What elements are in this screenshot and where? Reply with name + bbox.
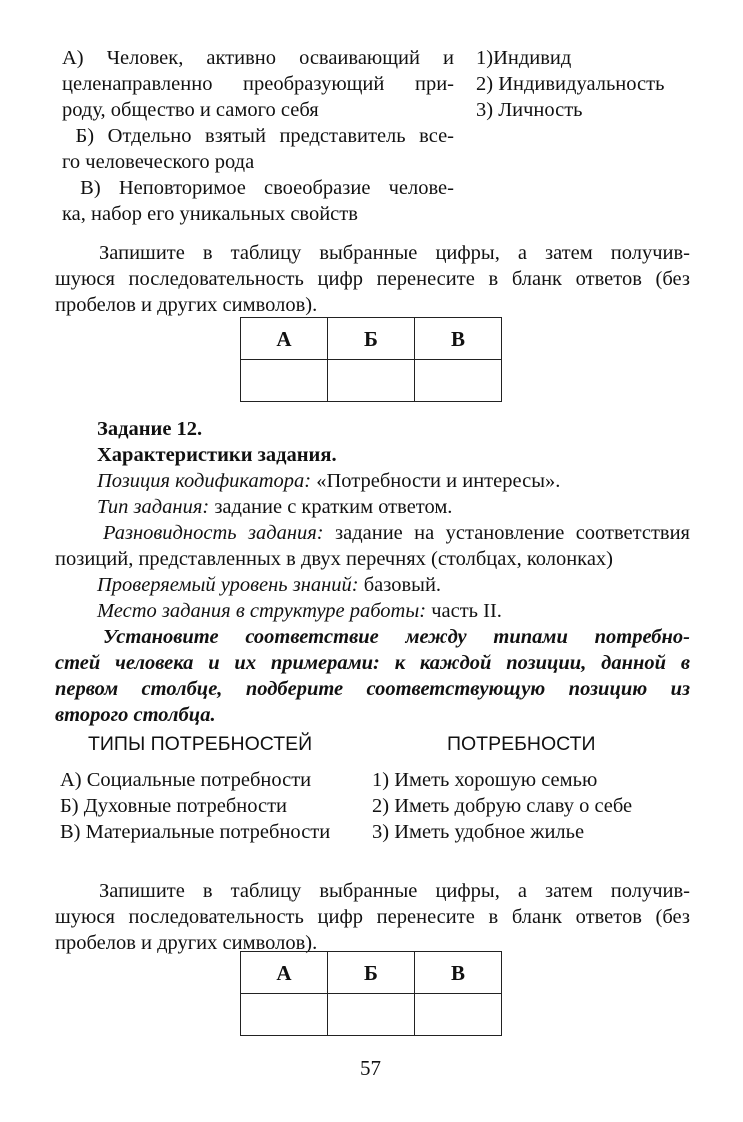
instruction-2: Запишите в таблицу выбранные цифры, а затем получив- шуюся последовательность цифр перенесите в бланк ответов (без пробелов и других символов). bbox=[55, 880, 690, 954]
task12-left-b: Б) Духовные потребности bbox=[60, 795, 288, 817]
match1-left-b: Б) Отдельно взятый представитель все- го человеческого рода bbox=[62, 125, 454, 173]
task12-type: Тип задания: задание с кратким ответом. bbox=[97, 496, 453, 518]
task12-right-1: 1) Иметь хорошую семью bbox=[372, 769, 598, 791]
page-number: 57 bbox=[360, 1056, 381, 1080]
task12-right-column bbox=[372, 767, 632, 845]
task12-codifier: Позиция кодификатора: «Потребности и интересы». bbox=[97, 470, 561, 492]
answer-table-2 bbox=[240, 951, 502, 1036]
instruction-1: Запишите в таблицу выбранные цифры, а затем получив- шуюся последовательность цифр перенесите в бланк ответов (без пробелов и других символов). bbox=[55, 242, 690, 316]
answer-table-2-cell-b[interactable] bbox=[328, 994, 415, 1036]
match1-right bbox=[476, 45, 664, 123]
task12-place: Место задания в структуре работы: часть II. bbox=[97, 600, 502, 622]
answer-table-1-cell-c[interactable] bbox=[415, 360, 502, 402]
col-left-header: ТИПЫ ПОТРЕБНОСТЕЙ bbox=[88, 733, 313, 755]
answer-table-1-header-c: В bbox=[415, 318, 502, 360]
match1-right-2: 2) Индивидуальность bbox=[476, 73, 665, 95]
col-right-header: ПОТРЕБНОСТИ bbox=[447, 733, 596, 755]
answer-table-2-header-a: А bbox=[241, 952, 328, 994]
answer-table-2-header-c: В bbox=[415, 952, 502, 994]
answer-table-1-header-b: Б bbox=[328, 318, 415, 360]
task12-left-a: А) Социальные потребности bbox=[60, 769, 312, 791]
answer-table-2-cell-c[interactable] bbox=[415, 994, 502, 1036]
task12-instruction: Установите соответствие между типами потребно- стей человека и их примерами: к каждой позиции, данной в первом столбце, подберите соответствующую позицию из второго столбца. bbox=[55, 626, 690, 726]
task12-right-2: 2) Иметь добрую славу о себе bbox=[372, 795, 633, 817]
answer-table-1-cell-a[interactable] bbox=[241, 360, 328, 402]
answer-table-2-cell-a[interactable] bbox=[241, 994, 328, 1036]
task12-left-c: В) Материальные потребности bbox=[60, 821, 331, 843]
task12-characteristics-title: Характеристики задания. bbox=[97, 444, 337, 466]
task12-variety: Разновидность задания: задание на установление соответствия позиций, представленных в двух перечнях (столбцах, колонках) bbox=[55, 522, 690, 570]
answer-table-1 bbox=[240, 317, 502, 402]
answer-table-1-cell-b[interactable] bbox=[328, 360, 415, 402]
task12-title: Задание 12. bbox=[97, 418, 203, 440]
answer-table-2-header-b: Б bbox=[328, 952, 415, 994]
answer-table-1-header-a: А bbox=[241, 318, 328, 360]
match1-left-a: А) Человек, активно осваивающий и целенаправленно преобразующий при- роду, общество и самого себя bbox=[62, 47, 454, 121]
task12-left-column bbox=[60, 767, 330, 845]
task12-level: Проверяемый уровень знаний: базовый. bbox=[97, 574, 442, 596]
task12-right-3: 3) Иметь удобное жилье bbox=[372, 821, 585, 843]
match1-left-c: В) Неповторимое своеобразие челове- ка, набор его уникальных свойств bbox=[62, 177, 454, 225]
match1-right-3: 3) Личность bbox=[476, 99, 583, 121]
match1-right-1: 1)Индивид bbox=[476, 47, 572, 69]
